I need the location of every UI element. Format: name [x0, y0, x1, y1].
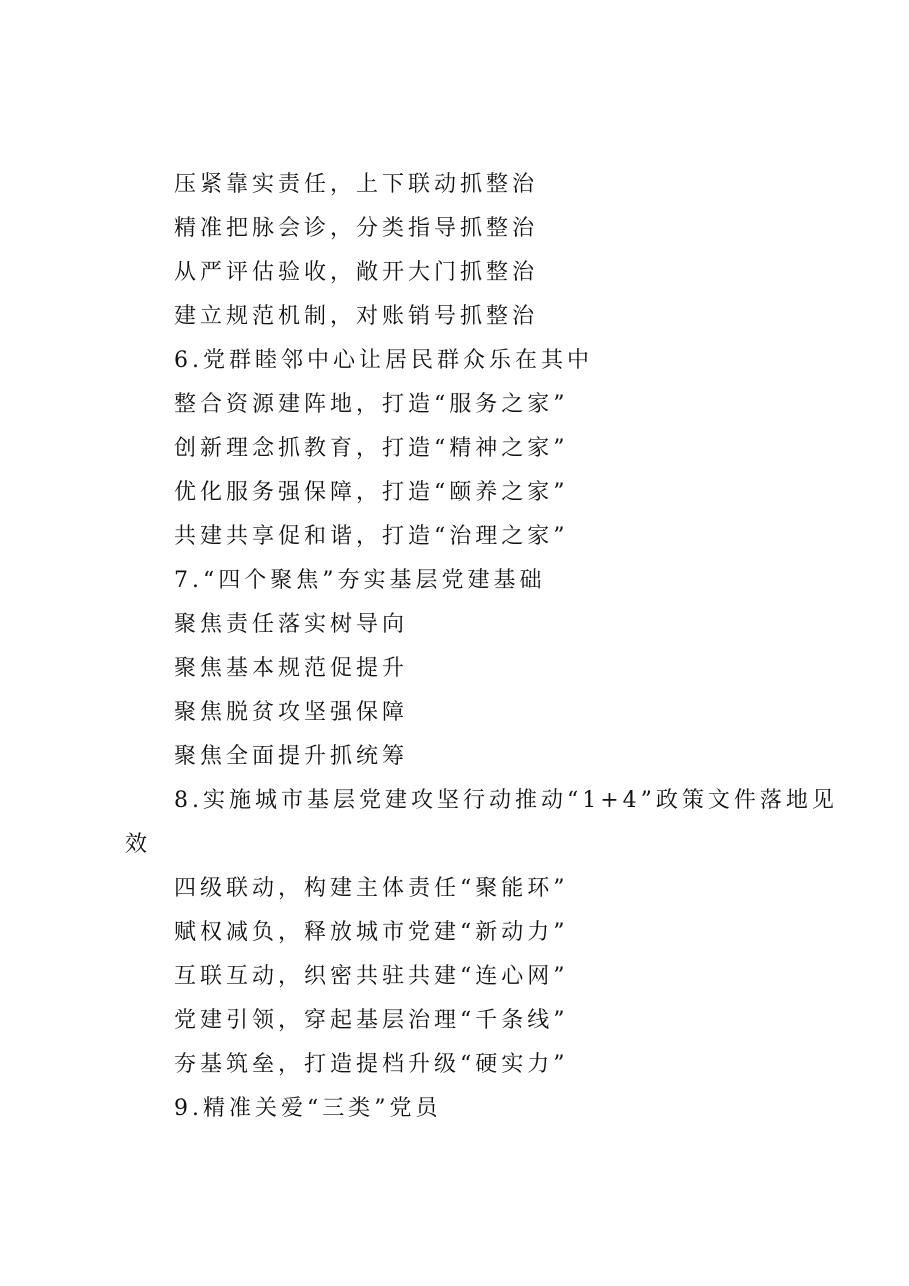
section-heading: 8.实施城市基层党建攻坚行动推动“1+4”政策文件落地见 — [174, 788, 838, 813]
text-line: 优化服务强保障，打造“颐养之家” — [174, 480, 569, 505]
text-line: 从严评估验收，敞开大门抓整治 — [174, 260, 539, 285]
text-line: 夯基筑垒，打造提档升级“硬实力” — [174, 1052, 569, 1077]
text-line: 四级联动，构建主体责任“聚能环” — [174, 876, 569, 901]
section-heading: 6.党群睦邻中心让居民群众乐在其中 — [174, 348, 593, 373]
section-heading-continuation: 效 — [125, 832, 152, 857]
text-line: 建立规范机制，对账销号抓整治 — [174, 304, 539, 329]
section-heading: 7.“四个聚焦”夯实基层党建基础 — [174, 568, 546, 593]
text-line: 压紧靠实责任，上下联动抓整治 — [174, 172, 539, 197]
text-line: 精准把脉会诊，分类指导抓整治 — [174, 216, 539, 241]
text-line: 聚焦基本规范促提升 — [174, 656, 409, 681]
text-line: 聚焦全面提升抓统筹 — [174, 744, 409, 769]
text-line: 共建共享促和谐，打造“治理之家” — [174, 524, 569, 549]
text-line: 党建引领，穿起基层治理“千条线” — [174, 1008, 569, 1033]
text-line: 赋权减负，释放城市党建“新动力” — [174, 920, 569, 945]
text-line: 创新理念抓教育，打造“精神之家” — [174, 436, 569, 461]
text-line: 整合资源建阵地，打造“服务之家” — [174, 392, 569, 417]
text-line: 聚焦脱贫攻坚强保障 — [174, 700, 409, 725]
text-line: 互联互动，织密共驻共建“连心网” — [174, 964, 569, 989]
text-line: 聚焦责任落实树导向 — [174, 612, 409, 637]
section-heading: 9.精准关爱“三类”党员 — [174, 1096, 442, 1121]
